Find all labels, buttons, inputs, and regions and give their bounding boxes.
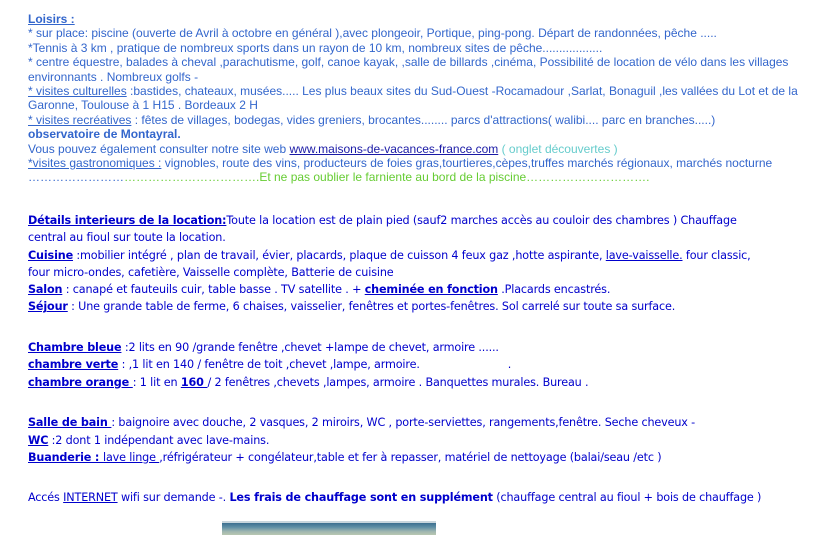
internet-label: INTERNET [63, 491, 118, 505]
cultural-visits-text: :bastides, chateaux, musées..... Les plus beaux sites du Sud-Ouest -Rocamadour ,Sarlat, Bonaguil ,les vallées du Lot et de la Garonne, Toulouse à 1 H15 . Bordeaux 2 H [28, 84, 798, 113]
property-photo-thumbnail [222, 521, 436, 535]
salon-label: Salon [28, 283, 63, 297]
green-room-line [28, 356, 833, 373]
green-room-dot: . [507, 358, 512, 372]
website-prefix: Vous pouvez également consulter notre site web [28, 141, 290, 156]
kitchen-dishwasher: lave-vaisselle. [605, 248, 683, 262]
wc-line [28, 432, 833, 449]
heating-text: (chauffage central au fioul + bois de chauffage ) [492, 491, 762, 505]
salon-line [28, 281, 833, 298]
salon-text: : canapé et fauteuils cuir, table basse . TV satellite . + [62, 283, 365, 297]
wc-label: WC [28, 433, 49, 447]
leisure-tennis-line: *Tennis à 3 km , pratique de nombreux sports dans un rayon de 10 km, nombreux sites de pêche.................. [28, 40, 603, 55]
farniente-line [28, 170, 833, 184]
details-line [28, 212, 833, 229]
orange-room-label: chambre orange [28, 375, 133, 389]
recreational-visits-line [28, 113, 833, 127]
blue-room-line [28, 339, 833, 356]
sejour-line [28, 298, 833, 315]
kitchen-line-2: four micro-ondes, cafetière, Vaisselle complète, Batterie de cuisine [28, 265, 394, 279]
bathroom-line [28, 414, 833, 431]
leisure-section [28, 12, 833, 185]
green-room-text: : ,1 lit en 140 / fenêtre de toit ,chevet ,lampe, armoire. [118, 358, 420, 372]
cultural-visits-label: * visites culturelles [28, 84, 127, 99]
observatory-line: observatoire de Montayral. [28, 127, 181, 142]
laundry-label: Buanderie : [28, 450, 104, 464]
internet-prefix: Accés [28, 491, 64, 505]
heating-notice: Les frais de chauffage sont en supplément [229, 491, 493, 505]
laundry-text: ,réfrigérateur + congélateur,table et fer à repasser, matériel de nettoyage (balai/seau /etc ) [159, 450, 662, 464]
blue-room-label: Chambre bleue [28, 341, 122, 355]
website-line [28, 142, 833, 156]
kitchen-text-end: four classic, [682, 248, 751, 262]
salon-text-end: .Placards encastrés. [497, 283, 611, 297]
cultural-visits-line [28, 84, 833, 113]
details-label: Détails interieurs de la location: [28, 214, 227, 227]
laundry-line [28, 449, 833, 466]
sejour-text: : Une grande table de ferme, 6 chaises, vaisselier, fenêtres et portes-fenêtres. Sol carrelé sur toute sa surface. [67, 300, 676, 314]
spacer [28, 391, 833, 408]
leisure-activities-line: * centre équestre, balades à cheval ,parachutisme, golf, canoe kayak, ,salle de billards ,cinéma, Possibilité de location de vélo dans les villages environnants . Nombreux golfs - [28, 55, 789, 84]
farniente-dots: …………………… [28, 170, 124, 185]
details-line-2: central au fioul sur toute la location. [28, 231, 226, 245]
gastro-visits-text: vignobles, route des vins, producteurs de foies gras,tourtieres,cèpes,truffes marchés régionaux, marchés nocturne [161, 156, 773, 171]
internet-line [28, 489, 833, 506]
recreational-visits-label: * visites recréatives [28, 112, 132, 127]
website-link[interactable]: www.maisons-de-vacances-france.com [289, 141, 499, 156]
interior-section [28, 212, 833, 507]
kitchen-text: :mobilier intégré , plan de travail, évier, placards, plaque de cuisson 4 feux gaz ,hotte aspirante, [73, 248, 606, 262]
spacer [28, 466, 833, 483]
internet-text: wifi sur demande -. [117, 491, 230, 505]
blue-room-text: :2 lits en 90 /grande fenêtre ,chevet +lampe de chevet, armoire ...... [121, 341, 499, 355]
orange-room-size: 160 [180, 375, 208, 389]
kitchen-label: Cuisine [28, 248, 74, 262]
bathroom-text: : baignoire avec douche, 2 vasques, 2 miroirs, WC , porte-serviettes, rangements,fenêtre. Seche cheveux - [111, 416, 696, 430]
website-tab-note: ( onglet découvertes ) [498, 141, 618, 156]
spacer [28, 316, 833, 333]
wc-text: :2 dont 1 indépendant avec lave-mains. [48, 433, 270, 447]
details-text: Toute la location est de plain pied (sauf2 marches accès au couloir des chambres ) Chauffage [226, 214, 737, 227]
recreational-visits-text: : fêtes de villages, bodegas, vides greniers, brocantes........ parcs d'attractions( walibi.... parc en branches.....) [131, 112, 716, 127]
orange-room-text: : 1 lit en [132, 375, 181, 389]
green-room-label: chambre verte [28, 358, 119, 372]
salon-fireplace: cheminée en fonction [364, 283, 498, 297]
gastro-visits-line [28, 156, 833, 170]
kitchen-line [28, 247, 833, 264]
sejour-label: Séjour [28, 300, 68, 314]
gastro-visits-label: *visites gastronomiques : [28, 156, 162, 171]
bathroom-label: Salle de bain [28, 416, 112, 430]
orange-room-line [28, 374, 833, 391]
leisure-heading: Loisirs : [28, 12, 75, 26]
laundry-washer: lave linge [103, 450, 160, 464]
leisure-onsite-line: * sur place: piscine (ouverte de Avril à octobre en général ),avec plongeoir, Portique, ping-pong. Départ de randonnées, pêche ..... [28, 26, 717, 41]
orange-room-text-end: / 2 fenêtres ,chevets ,lampes, armoire . Banquettes murales. Bureau . [207, 375, 589, 389]
farniente-text: …………………………….Et ne pas oublier le farniente au bord de la piscine…………………………. [124, 170, 650, 185]
